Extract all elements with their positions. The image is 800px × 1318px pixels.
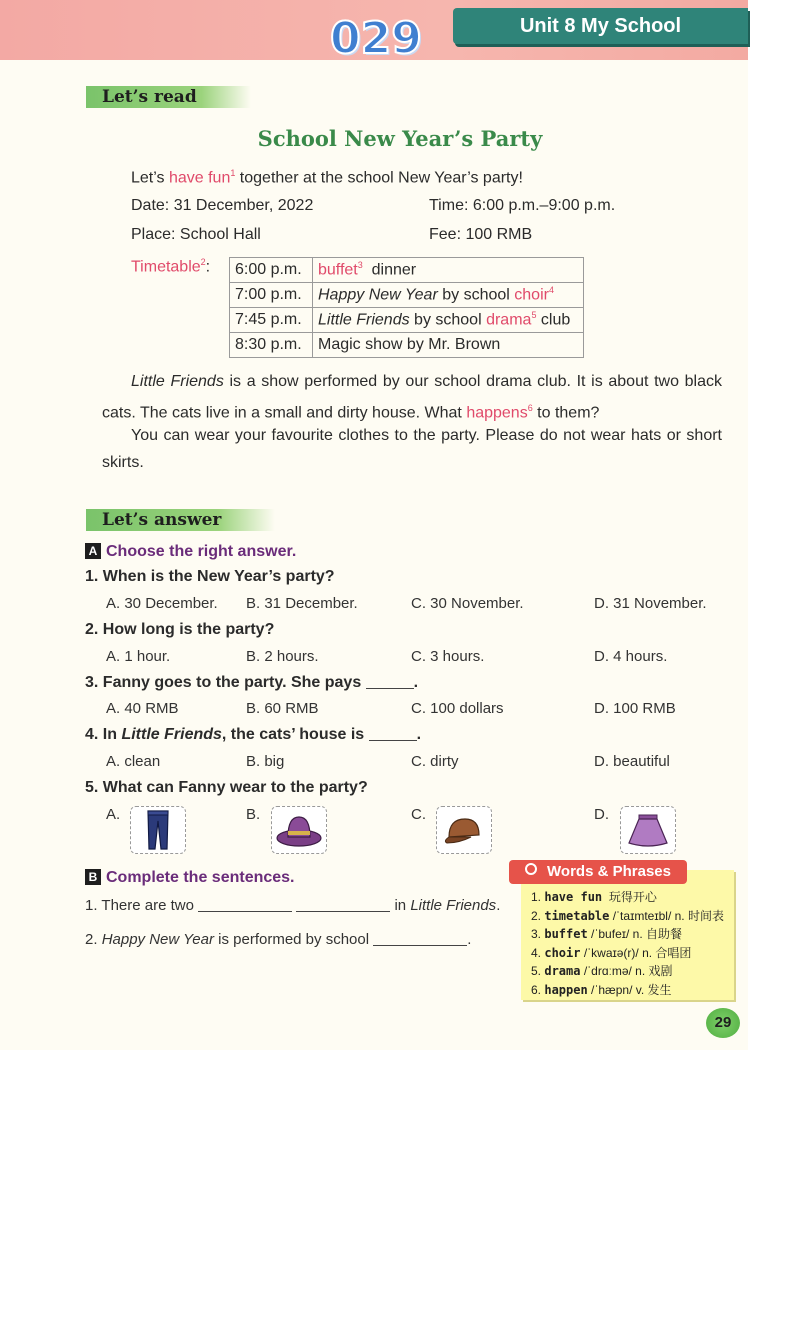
q3-option-a[interactable]: A. 40 RMB bbox=[106, 700, 179, 717]
keyword-buffet: buffet bbox=[318, 261, 358, 279]
event-text: dinner bbox=[362, 261, 417, 279]
period: . bbox=[416, 726, 422, 743]
vocab-definition: 玩得开心 bbox=[602, 890, 657, 904]
q5-option-c[interactable]: C. bbox=[411, 806, 426, 823]
intro-line bbox=[131, 168, 523, 187]
vocab-definition: /ˈkwaɪə(r)/ n. 合唱团 bbox=[580, 945, 692, 960]
item-number: 3. bbox=[531, 927, 542, 941]
table-cell-event bbox=[313, 283, 584, 308]
part-a-title: Choose the right answer. bbox=[106, 543, 297, 560]
table-row bbox=[230, 258, 584, 283]
q4-option-a[interactable]: A. clean bbox=[106, 753, 161, 770]
question-5: 5. What can Fanny wear to the party? bbox=[85, 779, 368, 796]
lesson-number bbox=[330, 14, 422, 64]
page-number: 29 bbox=[706, 1008, 740, 1038]
keyword-drama: drama bbox=[486, 311, 532, 329]
footnote-2: 2 bbox=[200, 257, 206, 267]
q2-option-a[interactable]: A. 1 hour. bbox=[106, 648, 171, 665]
trousers-icon bbox=[131, 807, 185, 853]
question-4-text: 4. In bbox=[85, 726, 122, 743]
list-item bbox=[531, 907, 724, 926]
place-line: Place: School Hall bbox=[131, 226, 261, 243]
q2-option-d[interactable]: D. 4 hours. bbox=[594, 648, 668, 665]
period: . bbox=[467, 931, 472, 948]
question-1: 1. When is the New Year’s party? bbox=[85, 568, 335, 585]
item-number: 1. bbox=[531, 890, 542, 904]
paragraph-text: is a show performed by our school drama club. It is about two black cats. The cats live in a small and dirty house. What bbox=[102, 373, 722, 422]
vocab-word: timetable bbox=[544, 908, 610, 923]
sentence-1-text: 1. There are two bbox=[85, 897, 194, 914]
answer-blank[interactable] bbox=[369, 740, 417, 741]
words-phrases-title: Words & Phrases bbox=[547, 863, 671, 880]
cap-icon bbox=[437, 807, 491, 853]
words-phrases-list bbox=[531, 888, 724, 999]
answer-blank[interactable] bbox=[373, 945, 467, 946]
part-a-badge: A bbox=[85, 543, 101, 559]
skirt-icon bbox=[621, 807, 675, 853]
list-item bbox=[531, 981, 724, 1000]
cap-image[interactable] bbox=[436, 806, 492, 854]
answer-blank[interactable] bbox=[296, 911, 390, 912]
sentence-2 bbox=[85, 931, 471, 948]
part-b-heading bbox=[85, 869, 295, 887]
keyword-choir: choir bbox=[514, 286, 549, 304]
unit-title: Unit 8 My School bbox=[453, 8, 748, 44]
event-text: by school bbox=[409, 311, 487, 329]
sentence-1 bbox=[85, 897, 500, 914]
table-cell-time: 7:00 p.m. bbox=[230, 283, 313, 308]
q5-option-a[interactable]: A. bbox=[106, 806, 121, 823]
vocab-definition: /ˈtaɪmteɪbl/ n. 时间表 bbox=[609, 908, 724, 923]
part-b-title: Complete the sentences. bbox=[106, 869, 295, 886]
period: . bbox=[496, 897, 501, 914]
sentence-1-text: in bbox=[394, 897, 411, 914]
footnote-6: 6 bbox=[527, 403, 533, 413]
time-line: Time: 6:00 p.m.–9:00 p.m. bbox=[429, 197, 616, 214]
event-text: by school bbox=[437, 286, 515, 304]
vocab-definition: /ˈbufeɪ/ n. 自助餐 bbox=[587, 927, 683, 941]
footnote-4: 4 bbox=[548, 285, 554, 296]
q1-option-c[interactable]: C. 30 November. bbox=[411, 595, 524, 612]
sentence-2-text: is performed by school bbox=[213, 931, 370, 948]
q5-option-b[interactable]: B. bbox=[246, 806, 261, 823]
list-item bbox=[531, 944, 724, 963]
timetable bbox=[229, 257, 584, 358]
q4-option-b[interactable]: B. big bbox=[246, 753, 285, 770]
answer-blank[interactable] bbox=[198, 911, 292, 912]
show-title: Happy New Year bbox=[101, 931, 214, 948]
show-title: Little Friends bbox=[121, 726, 222, 743]
q3-option-c[interactable]: C. 100 dollars bbox=[411, 700, 504, 717]
answer-blank[interactable] bbox=[366, 688, 414, 689]
list-item bbox=[531, 888, 724, 907]
vocab-definition: /ˈhæpn/ v. 发生 bbox=[587, 982, 672, 997]
item-number: 4. bbox=[531, 945, 542, 960]
q2-option-c[interactable]: C. 3 hours. bbox=[411, 648, 485, 665]
timetable-colon: : bbox=[205, 258, 211, 276]
item-number: 6. bbox=[531, 982, 542, 997]
vocab-definition: /ˈdrɑːmə/ n. 戏剧 bbox=[580, 964, 673, 978]
fee-line: Fee: 100 RMB bbox=[429, 226, 533, 243]
q4-option-c[interactable]: C. dirty bbox=[411, 753, 459, 770]
footnote-3: 3 bbox=[357, 260, 363, 271]
hat-icon bbox=[272, 807, 326, 853]
purple-hat-image[interactable] bbox=[271, 806, 327, 854]
timetable-label bbox=[131, 257, 210, 276]
lesson-number-text: 029 bbox=[330, 13, 422, 64]
sentence-2-text: 2. bbox=[85, 931, 102, 948]
vocab-word: buffet bbox=[544, 927, 588, 941]
part-a-heading bbox=[85, 543, 296, 561]
keyword-happens: happens bbox=[466, 404, 528, 422]
table-cell-event bbox=[313, 258, 584, 283]
q3-option-b[interactable]: B. 60 RMB bbox=[246, 700, 319, 717]
show-title: Little Friends bbox=[318, 311, 410, 329]
paragraph-1 bbox=[102, 368, 722, 426]
table-row bbox=[230, 308, 584, 333]
q2-option-b[interactable]: B. 2 hours. bbox=[246, 648, 319, 665]
table-cell-time: 6:00 p.m. bbox=[230, 258, 313, 283]
q1-option-a[interactable]: A. 30 December. bbox=[106, 595, 218, 612]
q5-option-d[interactable]: D. bbox=[594, 806, 609, 823]
q3-option-d[interactable]: D. 100 RMB bbox=[594, 700, 676, 717]
vocab-word: drama bbox=[544, 964, 581, 978]
paragraph-text: to them? bbox=[532, 404, 600, 422]
q1-option-b[interactable]: B. 31 December. bbox=[246, 595, 358, 612]
list-item bbox=[531, 962, 724, 981]
vocab-word: happen bbox=[544, 982, 588, 997]
question-4-text: , the cats’ house is bbox=[221, 726, 365, 743]
lets-read-tag: Let’s read bbox=[86, 86, 251, 108]
circle-icon bbox=[525, 863, 537, 875]
table-cell-time: 7:45 p.m. bbox=[230, 308, 313, 333]
intro-post: together at the school New Year’s party! bbox=[235, 169, 523, 187]
skirt-image[interactable] bbox=[620, 806, 676, 854]
show-title: Happy New Year bbox=[318, 286, 438, 304]
item-number: 2. bbox=[531, 908, 542, 923]
list-item bbox=[531, 925, 724, 944]
table-cell-time: 8:30 p.m. bbox=[230, 333, 313, 358]
show-title: Little Friends bbox=[131, 373, 224, 390]
question-3-text: 3. Fanny goes to the party. She pays bbox=[85, 674, 362, 691]
table-row bbox=[230, 283, 584, 308]
vocab-word: have fun bbox=[544, 890, 603, 904]
paragraph-2: You can wear your favourite clothes to the party. Please do not wear hats or short skirts. bbox=[102, 427, 722, 471]
timetable-label-text: Timetable bbox=[131, 258, 201, 276]
q4-option-d[interactable]: D. beautiful bbox=[594, 753, 670, 770]
show-title: Little Friends bbox=[410, 897, 497, 914]
table-cell-event: Magic show by Mr. Brown bbox=[313, 333, 584, 358]
period: . bbox=[413, 674, 419, 691]
date-line: Date: 31 December, 2022 bbox=[131, 197, 314, 214]
item-number: 5. bbox=[531, 964, 542, 978]
question-4 bbox=[85, 726, 421, 744]
passage-title: School New Year’s Party bbox=[257, 126, 543, 151]
words-phrases-header bbox=[509, 860, 687, 884]
trousers-image[interactable] bbox=[130, 806, 186, 854]
part-b-badge: B bbox=[85, 869, 101, 885]
table-cell-event bbox=[313, 308, 584, 333]
footnote-1: 1 bbox=[230, 168, 236, 178]
keyword-have-fun: have fun bbox=[168, 169, 231, 187]
question-2: 2. How long is the party? bbox=[85, 621, 275, 638]
intro-pre: Let’s bbox=[131, 169, 169, 187]
lets-answer-tag: Let’s answer bbox=[86, 509, 275, 531]
table-row bbox=[230, 333, 584, 358]
event-text: club bbox=[536, 311, 571, 329]
vocab-word: choir bbox=[544, 945, 581, 960]
q1-option-d[interactable]: D. 31 November. bbox=[594, 595, 707, 612]
question-3 bbox=[85, 674, 418, 692]
footnote-5: 5 bbox=[531, 310, 537, 321]
